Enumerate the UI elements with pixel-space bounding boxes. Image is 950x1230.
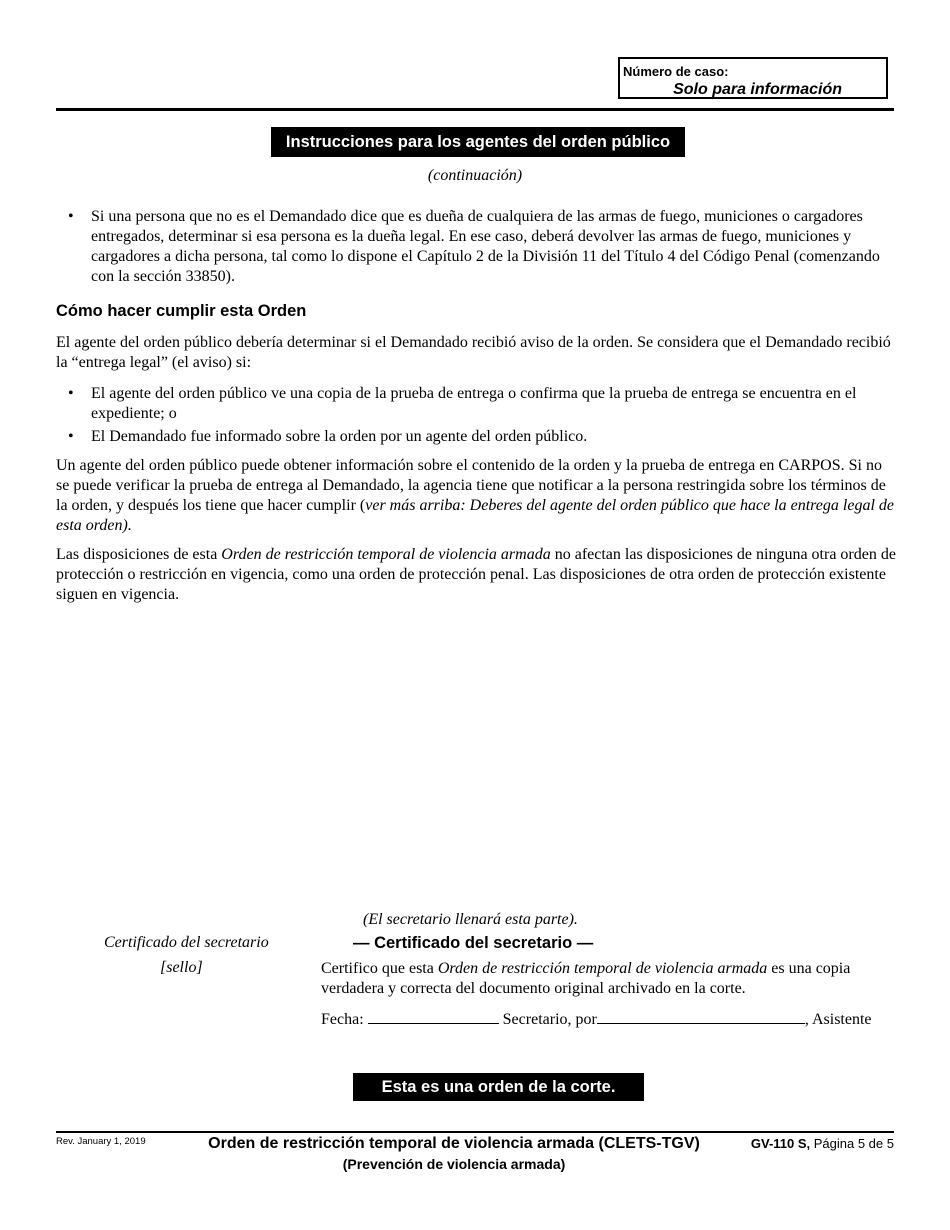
enforce-heading: Cómo hacer cumplir esta Orden — [56, 302, 307, 320]
certificate-italic: Orden de restricción temporal de violencia armada — [437, 960, 768, 977]
seal-placeholder: [sello] — [160, 959, 203, 976]
form-id — [751, 1136, 894, 1151]
case-number-label: Número de caso: — [623, 64, 729, 79]
clerk-label: Secretario, por — [502, 1011, 597, 1028]
seal-title: Certificado del secretario — [104, 934, 269, 951]
clerk-signature-field[interactable] — [597, 1009, 805, 1024]
date-label: Fecha: — [321, 1011, 364, 1028]
certificate-text-a: Certifico que esta — [321, 960, 438, 977]
case-number-box — [618, 57, 888, 99]
section-title: Instrucciones para los agentes del orden público — [271, 127, 685, 157]
bullet-informed: El Demandado fue informado sobre la orden por un agente del orden público. — [91, 428, 588, 445]
clerk-certificate-heading: — Certificado del secretario — — [353, 934, 594, 952]
page-number: Página 5 de 5 — [810, 1136, 894, 1151]
bullet-icon: • — [68, 208, 74, 225]
bullet-icon: • — [68, 428, 74, 445]
provisions-italic: Orden de restricción temporal de violencia armada — [221, 546, 551, 563]
date-field[interactable] — [368, 1009, 499, 1024]
deputy-label: , Asistente — [804, 1011, 872, 1028]
form-number: GV-110 S, — [750, 1136, 811, 1151]
continuation-note: (continuación) — [427, 167, 523, 184]
certificate-text — [321, 959, 881, 999]
carpos-italic: ver más arriba: Deberes del agente del orden público que hace la entrega legal de esta orden). — [56, 497, 894, 534]
date-clerk-line — [321, 1009, 872, 1029]
provisions-paragraph — [56, 545, 898, 605]
bullet-proof-of-service: El agente del orden público ve una copia de la prueba de entrega o confirma que la prueba de entrega se encuentra en el expediente; o — [91, 385, 857, 422]
form-title: Orden de restricción temporal de violencia armada (CLETS-TGV) — [208, 1135, 700, 1152]
bullet-icon: • — [68, 385, 74, 402]
bottom-divider — [56, 1131, 894, 1133]
certificate-text-b: es una copia verdadera y correcta del documento original archivado en la corte. — [321, 960, 851, 997]
form-subtitle: (Prevención de violencia armada) — [342, 1156, 566, 1172]
case-number-value: Solo para información — [673, 81, 842, 98]
provisions-text-a: Las disposiciones de esta — [56, 546, 222, 563]
bullet-owner-claim: Si una persona que no es el Demandado dice que es dueña de cualquiera de las armas de fuego, municiones o cargadores entregados, determinar si esa persona es la dueña legal. En ese caso, deberá devolver las armas de fuego, municiones y cargadores a dicha persona, tal como lo dispone el Capítulo 2 de la División 11 del Título 4 del Código Penal (comenzando con la sección 33850). — [91, 208, 880, 285]
enforce-intro: El agente del orden público debería determinar si el Demandado recibió aviso de la orden. Se considera que el Demandado recibió la “entrega legal” (el aviso) si: — [56, 334, 891, 371]
court-order-banner: Esta es una orden de la corte. — [353, 1073, 644, 1101]
carpos-paragraph — [56, 456, 898, 536]
carpos-text: Un agente del orden público puede obtener información sobre el contenido de la orden y la prueba de entrega en CARPOS. Si no se puede verificar la prueba de entrega al Demandado, la agencia tiene que notificar a la persona restringida sobre los términos de la orden, y después los tiene que hacer cumplir ( — [56, 457, 886, 514]
provisions-text-b: no afectan las disposiciones de ninguna otra orden de protección o restricción en vigencia, como una orden de protección penal. Las disposiciones de otra orden de protección existente siguen en vigencia. — [56, 546, 896, 603]
clerk-fill-note: (El secretario llenará esta parte). — [363, 911, 578, 928]
revision-date: Rev. January 1, 2019 — [56, 1136, 146, 1147]
top-divider — [56, 108, 894, 111]
